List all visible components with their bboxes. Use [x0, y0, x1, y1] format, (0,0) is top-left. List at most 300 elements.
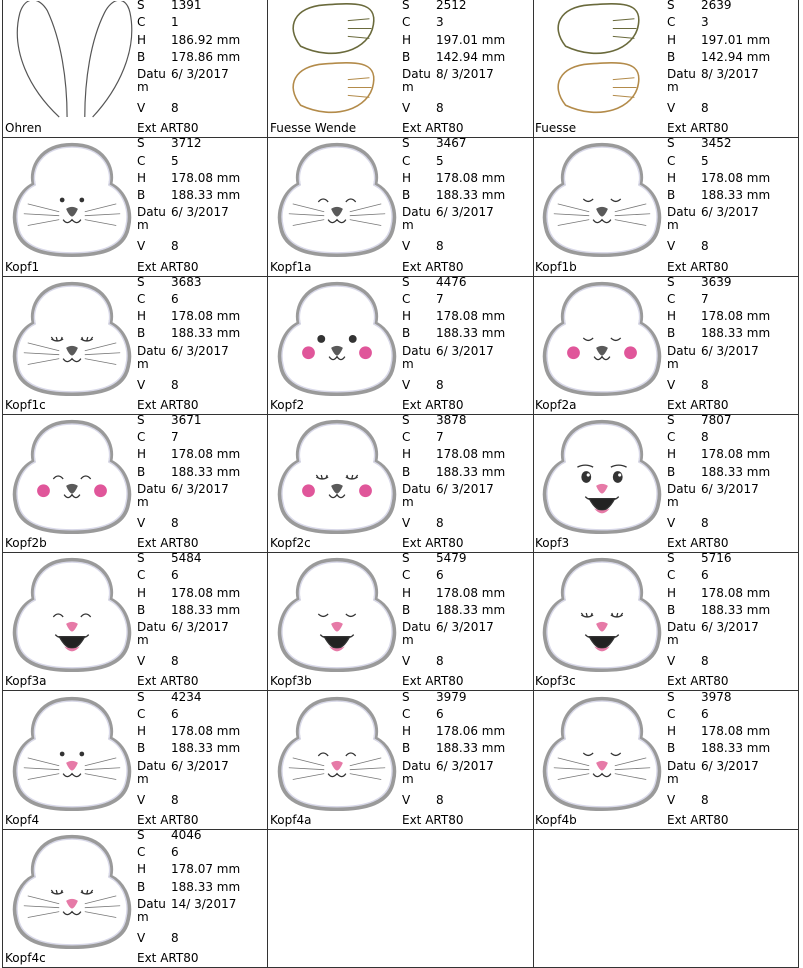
- meta-value-version: 8: [171, 239, 179, 254]
- meta-value-height: 186.92 mm: [171, 32, 241, 47]
- design-name: Kopf1: [5, 259, 40, 274]
- meta-value-date: 6/ 3/2017: [701, 758, 759, 773]
- meta-value-version: 8: [171, 930, 179, 945]
- meta-row-stitches: [137, 552, 265, 567]
- meta-value-colors: 5: [436, 153, 444, 168]
- meta-row-stitches: [137, 276, 265, 291]
- design-cell[interactable]: [2, 414, 268, 553]
- meta-value-width: 188.33 mm: [436, 188, 506, 203]
- meta-value-width: 178.86 mm: [171, 49, 241, 64]
- meta-row-height: [137, 32, 265, 49]
- meta-value-stitches: 1391: [171, 0, 202, 12]
- design-thumbnail: [274, 693, 400, 811]
- meta-label-height: H: [667, 724, 677, 739]
- meta-label-stitches: S: [402, 690, 410, 704]
- design-name: Kopf3: [535, 536, 570, 551]
- meta-value-date: 6/ 3/2017: [436, 482, 494, 497]
- meta-label-width: B: [667, 603, 676, 618]
- meta-row-colors: [137, 706, 265, 723]
- meta-label-stitches: S: [402, 137, 410, 151]
- meta-value-version: 8: [436, 239, 444, 254]
- meta-row-date: [402, 66, 530, 100]
- meta-row-width: [402, 602, 530, 619]
- bunny-head-design: [15, 145, 129, 255]
- meta-label-date: Datu m: [667, 620, 696, 648]
- meta-row-width: [402, 464, 530, 481]
- meta-value-version: 8: [171, 101, 179, 116]
- meta-value-date: 6/ 3/2017: [436, 343, 494, 358]
- meta-row-colors: [137, 291, 265, 308]
- meta-label-stitches: S: [137, 413, 145, 427]
- meta-value-colors: 5: [701, 153, 709, 168]
- meta-row-version: [667, 100, 795, 117]
- design-extension: Ext ART80: [137, 259, 199, 274]
- design-thumbnail: [539, 278, 665, 396]
- design-cell[interactable]: [2, 276, 268, 415]
- design-cell[interactable]: [268, 137, 534, 276]
- meta-value-height: 178.08 mm: [171, 309, 241, 324]
- meta-value-stitches: 3671: [171, 413, 202, 427]
- bunny-head-design: [15, 283, 129, 393]
- meta-value-height: 178.08 mm: [701, 309, 771, 324]
- meta-row-height: [667, 723, 795, 740]
- meta-value-colors: 6: [171, 568, 179, 583]
- meta-label-height: H: [667, 585, 677, 600]
- meta-value-version: 8: [436, 654, 444, 669]
- meta-label-colors: C: [137, 153, 146, 168]
- meta-label-version: V: [137, 654, 146, 669]
- meta-label-width: B: [402, 603, 411, 618]
- design-extension: Ext ART80: [137, 397, 199, 412]
- meta-row-height: [137, 585, 265, 602]
- meta-row-width: [402, 740, 530, 757]
- meta-label-colors: C: [667, 153, 676, 168]
- meta-row-version: [137, 238, 265, 255]
- design-name: Kopf3b: [270, 674, 312, 689]
- meta-label-date: Datu m: [137, 343, 166, 371]
- meta-value-width: 188.33 mm: [171, 603, 241, 618]
- design-cell[interactable]: [268, 691, 534, 830]
- meta-value-date: 6/ 3/2017: [436, 620, 494, 635]
- design-thumbnail: [539, 1, 665, 119]
- meta-label-width: B: [137, 603, 146, 618]
- design-cell[interactable]: [533, 552, 799, 691]
- design-thumbnail: [9, 554, 135, 672]
- meta-row-stitches: [137, 137, 265, 152]
- meta-label-height: H: [667, 309, 677, 324]
- meta-label-height: H: [137, 309, 147, 324]
- meta-label-version: V: [137, 792, 146, 807]
- design-cell[interactable]: [533, 276, 799, 415]
- meta-label-version: V: [137, 930, 146, 945]
- meta-label-date: Datu m: [667, 205, 696, 233]
- meta-label-stitches: S: [667, 275, 675, 289]
- meta-value-version: 8: [701, 516, 709, 531]
- design-meta: [137, 137, 265, 255]
- meta-label-stitches: S: [137, 0, 145, 12]
- meta-label-height: H: [402, 32, 412, 47]
- meta-row-colors: [667, 153, 795, 170]
- meta-label-version: V: [402, 654, 411, 669]
- meta-value-height: 178.08 mm: [171, 724, 241, 739]
- meta-label-stitches: S: [137, 275, 145, 289]
- meta-row-date: [402, 204, 530, 238]
- meta-value-height: 178.08 mm: [436, 170, 506, 185]
- meta-row-date: [667, 66, 795, 100]
- meta-row-version: [667, 377, 795, 394]
- meta-row-stitches: [402, 414, 530, 429]
- design-cell[interactable]: [533, 414, 799, 553]
- meta-row-date: [667, 204, 795, 238]
- meta-label-height: H: [137, 585, 147, 600]
- meta-label-colors: C: [402, 706, 411, 721]
- design-name: Ohren: [5, 121, 42, 136]
- meta-label-colors: C: [137, 430, 146, 445]
- meta-value-version: 8: [436, 101, 444, 116]
- meta-label-date: Datu m: [137, 205, 166, 233]
- meta-label-height: H: [137, 724, 147, 739]
- feet-design: [558, 4, 639, 112]
- meta-row-height: [137, 170, 265, 187]
- meta-row-width: [667, 602, 795, 619]
- design-meta: [402, 552, 530, 670]
- meta-value-version: 8: [171, 654, 179, 669]
- design-name: Kopf2: [270, 397, 305, 412]
- meta-value-stitches: 4476: [436, 275, 467, 289]
- meta-value-width: 188.33 mm: [701, 464, 771, 479]
- bunny-head-design: [15, 422, 129, 532]
- meta-row-date: [402, 481, 530, 515]
- meta-label-height: H: [402, 724, 412, 739]
- meta-value-height: 197.01 mm: [436, 32, 506, 47]
- design-thumbnail: [539, 693, 665, 811]
- meta-label-colors: C: [137, 706, 146, 721]
- meta-row-version: [137, 930, 265, 947]
- design-cell[interactable]: [533, 137, 799, 276]
- meta-row-version: [402, 792, 530, 809]
- meta-value-colors: 7: [701, 291, 709, 306]
- bunny-head-design: [545, 560, 659, 670]
- design-meta: [402, 691, 530, 809]
- design-name: Kopf1b: [535, 259, 577, 274]
- meta-row-date: [667, 343, 795, 377]
- design-name: Kopf1c: [5, 397, 46, 412]
- empty-cell: [268, 829, 534, 968]
- meta-label-colors: C: [402, 291, 411, 306]
- meta-value-height: 178.08 mm: [171, 585, 241, 600]
- design-thumbnail: [9, 1, 135, 119]
- meta-value-stitches: 4234: [171, 690, 202, 704]
- meta-row-stitches: [667, 414, 795, 429]
- meta-value-date: 8/ 3/2017: [436, 67, 494, 82]
- meta-value-version: 8: [436, 792, 444, 807]
- meta-value-width: 188.33 mm: [701, 603, 771, 618]
- meta-label-stitches: S: [667, 137, 675, 151]
- meta-row-width: [137, 879, 265, 896]
- meta-label-height: H: [667, 447, 677, 462]
- meta-value-date: 8/ 3/2017: [701, 67, 759, 82]
- meta-label-stitches: S: [667, 690, 675, 704]
- meta-label-colors: C: [667, 430, 676, 445]
- meta-row-width: [402, 325, 530, 342]
- meta-label-width: B: [667, 326, 676, 341]
- meta-row-colors: [402, 706, 530, 723]
- meta-value-date: 6/ 3/2017: [171, 620, 229, 635]
- meta-label-height: H: [402, 585, 412, 600]
- design-meta: [667, 552, 795, 670]
- meta-value-stitches: 3452: [701, 137, 732, 151]
- meta-label-date: Datu m: [137, 67, 166, 95]
- meta-value-colors: 7: [436, 291, 444, 306]
- design-cell[interactable]: [2, 829, 268, 968]
- design-cell[interactable]: [268, 0, 534, 138]
- meta-value-stitches: 3639: [701, 275, 732, 289]
- design-extension: Ext ART80: [402, 397, 464, 412]
- design-name: Fuesse Wende: [270, 121, 357, 136]
- meta-label-width: B: [402, 464, 411, 479]
- meta-row-colors: [667, 706, 795, 723]
- meta-label-date: Datu m: [402, 620, 431, 648]
- design-extension: Ext ART80: [137, 674, 199, 689]
- meta-label-width: B: [137, 188, 146, 203]
- meta-value-colors: 5: [171, 153, 179, 168]
- meta-label-width: B: [137, 49, 146, 64]
- meta-row-width: [137, 49, 265, 66]
- meta-label-stitches: S: [137, 690, 145, 704]
- meta-row-width: [667, 49, 795, 66]
- meta-row-version: [402, 515, 530, 532]
- meta-row-height: [402, 446, 530, 463]
- bunny-head-design: [280, 145, 394, 255]
- meta-value-stitches: 2639: [701, 0, 732, 12]
- feet-design: [293, 4, 374, 112]
- meta-row-height: [402, 308, 530, 325]
- meta-value-stitches: 5479: [436, 552, 467, 566]
- meta-value-date: 6/ 3/2017: [436, 205, 494, 220]
- meta-label-stitches: S: [137, 552, 145, 566]
- meta-row-stitches: [402, 276, 530, 291]
- bunny-head-design: [15, 560, 129, 670]
- meta-row-height: [402, 585, 530, 602]
- meta-row-version: [667, 515, 795, 532]
- bunny-head-design: [545, 422, 659, 532]
- meta-row-width: [402, 49, 530, 66]
- meta-row-version: [137, 100, 265, 117]
- meta-value-width: 188.33 mm: [701, 188, 771, 203]
- meta-label-width: B: [137, 879, 146, 894]
- design-meta: [137, 829, 265, 947]
- meta-label-date: Datu m: [137, 896, 166, 924]
- meta-value-colors: 8: [701, 430, 709, 445]
- meta-label-date: Datu m: [402, 67, 431, 95]
- meta-label-stitches: S: [667, 413, 675, 427]
- meta-label-version: V: [402, 792, 411, 807]
- meta-row-colors: [402, 429, 530, 446]
- meta-row-version: [402, 377, 530, 394]
- meta-row-height: [667, 170, 795, 187]
- meta-label-version: V: [137, 239, 146, 254]
- meta-row-date: [137, 204, 265, 238]
- meta-value-colors: 6: [436, 706, 444, 721]
- meta-label-colors: C: [402, 430, 411, 445]
- design-meta: [137, 0, 265, 117]
- design-extension: Ext ART80: [402, 259, 464, 274]
- bunny-head-design: [545, 283, 659, 393]
- meta-value-version: 8: [171, 377, 179, 392]
- design-cell[interactable]: [268, 276, 534, 415]
- design-name: Kopf4: [5, 812, 40, 827]
- meta-row-colors: [667, 567, 795, 584]
- meta-value-stitches: 5484: [171, 552, 202, 566]
- design-meta: [667, 691, 795, 809]
- design-name: Kopf2b: [5, 536, 47, 551]
- design-cell[interactable]: [2, 691, 268, 830]
- meta-label-version: V: [137, 516, 146, 531]
- meta-label-version: V: [667, 516, 676, 531]
- meta-value-stitches: 3467: [436, 137, 467, 151]
- meta-row-version: [667, 653, 795, 670]
- meta-value-date: 6/ 3/2017: [436, 758, 494, 773]
- meta-value-version: 8: [701, 377, 709, 392]
- empty-cell: [533, 829, 799, 968]
- meta-label-stitches: S: [402, 0, 410, 12]
- meta-row-date: [137, 758, 265, 792]
- design-meta: [667, 276, 795, 394]
- meta-label-colors: C: [667, 291, 676, 306]
- design-meta: [667, 414, 795, 532]
- meta-row-width: [137, 325, 265, 342]
- meta-value-date: 6/ 3/2017: [171, 67, 229, 82]
- meta-label-colors: C: [137, 568, 146, 583]
- meta-label-width: B: [667, 741, 676, 756]
- meta-label-colors: C: [667, 568, 676, 583]
- meta-label-date: Datu m: [402, 758, 431, 786]
- meta-value-stitches: 3978: [701, 690, 732, 704]
- meta-label-version: V: [402, 377, 411, 392]
- design-meta: [137, 414, 265, 532]
- meta-value-version: 8: [701, 239, 709, 254]
- meta-row-height: [667, 446, 795, 463]
- meta-row-height: [137, 446, 265, 463]
- meta-value-version: 8: [436, 377, 444, 392]
- meta-row-version: [667, 238, 795, 255]
- meta-label-width: B: [402, 188, 411, 203]
- meta-value-width: 188.33 mm: [701, 326, 771, 341]
- meta-label-date: Datu m: [137, 620, 166, 648]
- design-cell[interactable]: [2, 137, 268, 276]
- meta-value-colors: 6: [436, 568, 444, 583]
- meta-row-stitches: [137, 414, 265, 429]
- design-thumbnail: [274, 554, 400, 672]
- meta-label-width: B: [667, 49, 676, 64]
- meta-row-width: [137, 187, 265, 204]
- meta-label-date: Datu m: [137, 482, 166, 510]
- meta-row-date: [667, 619, 795, 653]
- design-cell[interactable]: [2, 552, 268, 691]
- meta-label-height: H: [402, 309, 412, 324]
- meta-value-colors: 6: [171, 291, 179, 306]
- meta-value-stitches: 5716: [701, 552, 732, 566]
- bunny-head-design: [15, 698, 129, 808]
- meta-row-colors: [137, 14, 265, 31]
- meta-value-date: 6/ 3/2017: [171, 482, 229, 497]
- meta-row-width: [667, 464, 795, 481]
- meta-row-colors: [667, 14, 795, 31]
- design-extension: Ext ART80: [667, 121, 729, 136]
- meta-value-version: 8: [701, 101, 709, 116]
- meta-value-width: 188.33 mm: [171, 464, 241, 479]
- design-thumbnail: [274, 139, 400, 257]
- design-meta: [137, 691, 265, 809]
- design-cell[interactable]: [533, 0, 799, 138]
- meta-value-height: 178.08 mm: [436, 309, 506, 324]
- meta-value-width: 188.33 mm: [436, 326, 506, 341]
- design-thumbnail: [539, 139, 665, 257]
- meta-row-date: [667, 481, 795, 515]
- meta-label-version: V: [402, 101, 411, 116]
- design-extension: Ext ART80: [667, 397, 729, 412]
- meta-label-version: V: [137, 101, 146, 116]
- design-meta: [667, 137, 795, 255]
- meta-label-width: B: [137, 741, 146, 756]
- meta-value-width: 188.33 mm: [701, 741, 771, 756]
- design-cell[interactable]: [268, 414, 534, 553]
- meta-label-stitches: S: [667, 552, 675, 566]
- meta-row-version: [137, 515, 265, 532]
- meta-label-height: H: [402, 447, 412, 462]
- meta-value-height: 178.08 mm: [436, 585, 506, 600]
- meta-row-height: [402, 723, 530, 740]
- design-extension: Ext ART80: [402, 812, 464, 827]
- meta-value-height: 178.07 mm: [171, 862, 241, 877]
- bunny-head-design: [545, 698, 659, 808]
- design-name: Kopf4a: [270, 812, 312, 827]
- design-cell[interactable]: [268, 552, 534, 691]
- meta-value-date: 6/ 3/2017: [171, 205, 229, 220]
- meta-value-height: 178.08 mm: [171, 447, 241, 462]
- meta-row-stitches: [667, 0, 795, 14]
- meta-row-date: [402, 758, 530, 792]
- design-cell[interactable]: [2, 0, 268, 138]
- meta-value-version: 8: [701, 654, 709, 669]
- meta-row-stitches: [137, 0, 265, 14]
- ears-design: [17, 1, 131, 117]
- meta-row-stitches: [137, 691, 265, 706]
- design-extension: Ext ART80: [402, 121, 464, 136]
- design-extension: Ext ART80: [667, 674, 729, 689]
- meta-value-height: 178.08 mm: [701, 724, 771, 739]
- meta-row-height: [667, 32, 795, 49]
- meta-label-stitches: S: [402, 552, 410, 566]
- design-extension: Ext ART80: [137, 121, 199, 136]
- design-extension: Ext ART80: [137, 951, 199, 966]
- meta-label-width: B: [402, 741, 411, 756]
- meta-row-date: [402, 343, 530, 377]
- meta-row-colors: [137, 429, 265, 446]
- meta-row-width: [667, 740, 795, 757]
- meta-value-height: 178.08 mm: [171, 170, 241, 185]
- meta-label-height: H: [667, 32, 677, 47]
- meta-row-date: [137, 66, 265, 100]
- meta-label-colors: C: [667, 15, 676, 30]
- meta-row-stitches: [667, 137, 795, 152]
- meta-label-colors: C: [667, 706, 676, 721]
- meta-value-width: 188.33 mm: [171, 741, 241, 756]
- design-cell[interactable]: [533, 691, 799, 830]
- meta-row-version: [667, 792, 795, 809]
- meta-value-height: 197.01 mm: [701, 32, 771, 47]
- meta-label-colors: C: [402, 15, 411, 30]
